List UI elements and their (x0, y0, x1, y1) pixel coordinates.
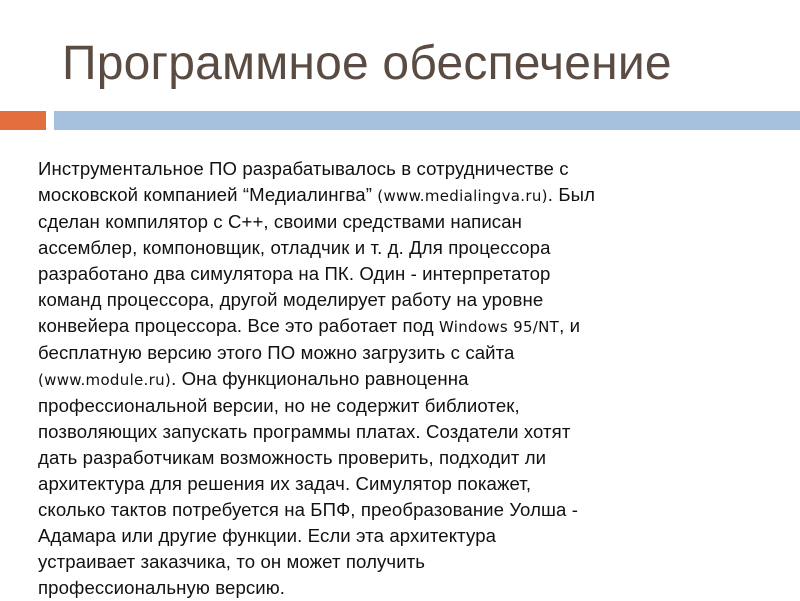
body-line-text: профессиональной версии, но не содержит библиотек, (38, 395, 520, 416)
module-url-text: (www.module.ru) (38, 371, 172, 389)
body-line-text: профессиональную версию. (38, 577, 286, 598)
body-line-text: бесплатную версию этого ПО можно загрузить с сайта (38, 342, 515, 363)
body-line-text: сделан компилятор с С++, своими средствами написан (38, 211, 523, 232)
body-line-text-after-link: . Был (547, 184, 596, 205)
body-line-1 (38, 156, 738, 182)
windows-os-text: Windows 95/NT (438, 318, 560, 336)
body-line-10 (38, 393, 738, 419)
body-line-text: разработано два симулятора на ПК. Один - интерпретатор (38, 263, 551, 284)
body-line-text: команд процессора, другой моделирует работу на уровне (38, 289, 544, 310)
body-line-text: Адамара или другие функции. Если эта архитектура (38, 525, 497, 546)
body-line-6 (38, 287, 738, 313)
title-accent-blue-bar (54, 111, 800, 130)
body-line-15 (38, 523, 738, 549)
body-line-2 (38, 182, 738, 209)
body-line-17 (38, 575, 738, 601)
body-line-text: Инструментальное ПО разрабатывалось в сотрудничестве с (38, 158, 569, 179)
body-line-8 (38, 340, 738, 366)
body-line-7 (38, 313, 738, 340)
body-line-text-after-link: . Она функционально равноценна (171, 368, 469, 389)
body-line-11 (38, 419, 738, 445)
body-line-3 (38, 209, 738, 235)
body-line-4 (38, 235, 738, 261)
slide-title: Программное обеспечение (62, 37, 672, 90)
body-line-13 (38, 471, 738, 497)
body-line-5 (38, 261, 738, 287)
title-accent-orange-block (0, 111, 46, 130)
body-line-12 (38, 445, 738, 471)
body-line-text: устраивает заказчика, то он может получить (38, 551, 426, 572)
body-line-text: дать разработчикам возможность проверить, подходит ли (38, 447, 547, 468)
body-line-text: архитектура для решения их задач. Симулятор покажет, (38, 473, 532, 494)
body-line-text-before-os: конвейера процессора. Все это работает под (38, 315, 439, 336)
body-line-text-after-os: , и (559, 315, 581, 336)
medialingva-url-text: (www.medialingva.ru) (377, 187, 548, 205)
body-line-16 (38, 549, 738, 575)
body-line-text: сколько тактов потребуется на БПФ, преобразование Уолша - (38, 499, 579, 520)
body-line-text: ассемблер, компоновщик, отладчик и т. д. Для процессора (38, 237, 551, 258)
slide-body-text (38, 156, 738, 601)
body-line-text: позволяющих запускать программы платах. Создатели хотят (38, 421, 571, 442)
body-line-text-before-link: московской компанией “Медиалингва” (38, 184, 378, 205)
body-line-9 (38, 366, 738, 393)
body-line-14 (38, 497, 738, 523)
